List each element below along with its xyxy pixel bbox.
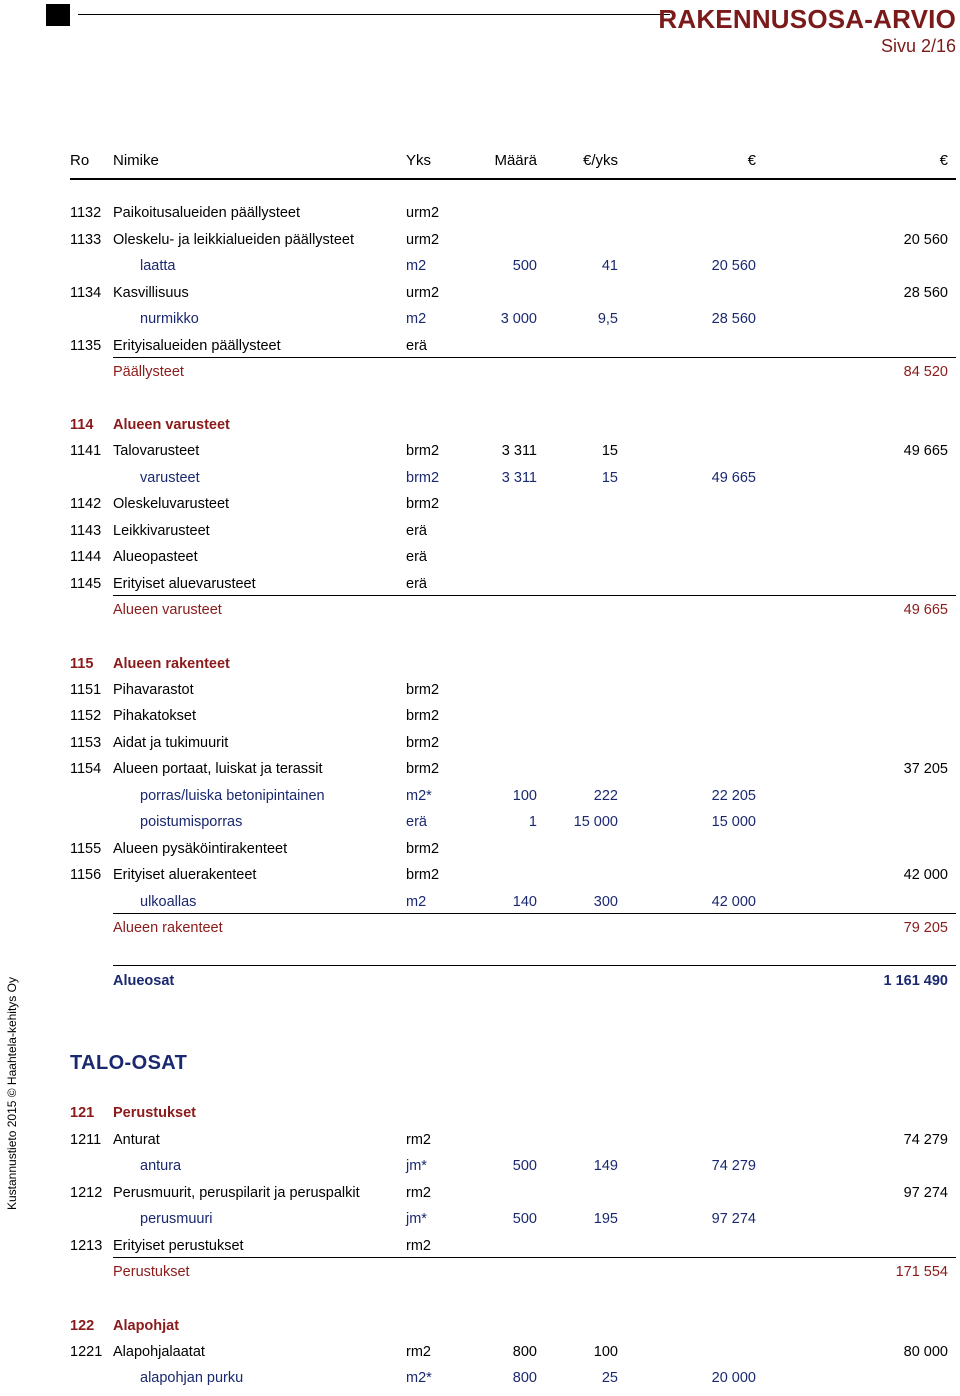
row-unit: jm*: [406, 1211, 427, 1227]
row-name: Aidat ja tukimuurit: [113, 735, 229, 751]
row-name: porras/luiska betonipintainen: [140, 788, 325, 804]
row-name: Oleskelu- ja leikkialueiden päällysteet: [113, 232, 354, 248]
table-row: [0, 682, 960, 708]
row-number: 1213: [70, 1238, 103, 1254]
table-row: [0, 496, 960, 522]
subitem-row: [0, 894, 960, 920]
row-cost: 97 274: [711, 1211, 756, 1227]
row-unit: rm2: [406, 1238, 431, 1254]
table-row: [0, 285, 960, 311]
row-unit: brm2: [406, 470, 440, 486]
row-name: poistumisporras: [140, 814, 243, 830]
row-total: 80 000: [903, 1344, 948, 1360]
table-row: [0, 338, 960, 364]
row-name: Alueen rakenteet: [113, 920, 223, 936]
row-cost: 42 000: [711, 894, 756, 910]
row-unit: urm2: [406, 232, 440, 248]
subtotal-rule: [113, 595, 956, 596]
row-unit: erä: [406, 814, 427, 830]
row-name: Alueopasteet: [113, 549, 198, 565]
row-unit: m2: [406, 258, 427, 274]
subtotal-rule: [113, 357, 956, 358]
grand-total-rule: [113, 965, 956, 966]
row-name: Oleskeluvarusteet: [113, 496, 230, 512]
row-name: Alueen rakenteet: [113, 656, 230, 672]
row-unit: brm2: [406, 682, 440, 698]
column-header-total: €: [939, 152, 948, 169]
subitem-row: [0, 1158, 960, 1184]
row-unit-price: 100: [593, 1344, 618, 1360]
row-total: 74 279: [903, 1132, 948, 1148]
row-name: Leikkivarusteet: [113, 523, 210, 539]
row-quantity: 100: [512, 788, 537, 804]
group-heading-row: [0, 417, 960, 443]
row-unit: erä: [406, 549, 427, 565]
table-row: [0, 1185, 960, 1211]
row-name: Perustukset: [113, 1264, 190, 1280]
row-quantity: 3 311: [501, 443, 537, 459]
row-unit: brm2: [406, 496, 440, 512]
table-row: [0, 761, 960, 787]
row-unit: brm2: [406, 841, 440, 857]
row-name: Alapohjalaatat: [113, 1344, 205, 1360]
row-unit: erä: [406, 523, 427, 539]
row-total: 1 161 490: [883, 973, 948, 989]
row-unit-price: 300: [593, 894, 618, 910]
table-row: [0, 576, 960, 602]
section-title: TALO-OSAT: [70, 1052, 188, 1074]
row-unit: erä: [406, 338, 427, 354]
subitem-row: [0, 311, 960, 337]
row-unit-price: 222: [593, 788, 618, 804]
row-cost: 22 205: [711, 788, 756, 804]
row-total: 37 205: [903, 761, 948, 777]
row-name: Alueosat: [113, 973, 175, 989]
row-unit: urm2: [406, 205, 440, 221]
column-header-cost: €: [747, 152, 756, 169]
row-unit-price: 41: [601, 258, 618, 274]
row-name: Pihavarastot: [113, 682, 194, 698]
row-total: 79 205: [903, 920, 948, 936]
table-row: [0, 841, 960, 867]
row-name: antura: [140, 1158, 182, 1174]
row-quantity: 800: [512, 1344, 537, 1360]
row-cost: 20 560: [711, 258, 756, 274]
row-number: 1154: [70, 761, 102, 777]
row-unit: brm2: [406, 735, 440, 751]
header-rule: [78, 14, 670, 15]
column-header-name: Nimike: [113, 152, 159, 169]
row-unit: brm2: [406, 761, 440, 777]
row-unit: rm2: [406, 1185, 431, 1201]
row-unit-price: 149: [593, 1158, 618, 1174]
row-name: varusteet: [140, 470, 200, 486]
subtotal-row: [0, 602, 960, 628]
row-total: 49 665: [903, 443, 948, 459]
row-number: 114: [70, 417, 94, 433]
row-quantity: 500: [512, 1158, 537, 1174]
row-number: 1135: [70, 338, 102, 354]
row-total: 84 520: [903, 364, 948, 380]
table-row: [0, 443, 960, 469]
row-name: Perustukset: [113, 1105, 197, 1121]
row-name: Erityisalueiden päällysteet: [113, 338, 281, 354]
row-unit: rm2: [406, 1132, 431, 1148]
row-unit: m2*: [406, 1370, 432, 1386]
row-name: Perusmuurit, peruspilarit ja peruspalkit: [113, 1185, 360, 1201]
row-unit-price: 15: [601, 443, 618, 459]
row-quantity: 1: [528, 814, 537, 830]
row-number: 121: [70, 1105, 95, 1121]
table-row: [0, 867, 960, 893]
row-unit: m2: [406, 311, 427, 327]
row-unit-price: 15 000: [573, 814, 618, 830]
table-row: [0, 1132, 960, 1158]
subitem-row: [0, 470, 960, 496]
row-unit: rm2: [406, 1344, 431, 1360]
subitem-row: [0, 814, 960, 840]
row-unit: erä: [406, 576, 427, 592]
document-title: RAKENNUSOSA-ARVIO: [658, 4, 956, 34]
table-row: [0, 232, 960, 258]
subtotal-row: [0, 364, 960, 390]
row-number: 1152: [70, 708, 102, 724]
row-number: 1156: [70, 867, 102, 883]
row-cost: 15 000: [711, 814, 756, 830]
row-number: 122: [70, 1318, 95, 1334]
row-name: Pihakatokset: [113, 708, 197, 724]
row-number: 1142: [70, 496, 102, 512]
row-number: 1145: [70, 576, 102, 592]
row-number: 1134: [70, 285, 102, 301]
subitem-row: [0, 788, 960, 814]
row-name: Päällysteet: [113, 364, 184, 380]
row-name: Erityiset perustukset: [113, 1238, 244, 1254]
column-header-quantity: Määrä: [494, 152, 537, 169]
row-unit-price: 195: [593, 1211, 618, 1227]
row-name: Alapohjat: [113, 1318, 180, 1334]
subtotal-row: [0, 1264, 960, 1290]
row-name: Talovarusteet: [113, 443, 200, 459]
column-header-unit-price: €/yks: [582, 152, 618, 169]
row-quantity: 3 311: [501, 470, 537, 486]
row-name: ulkoallas: [140, 894, 197, 910]
row-unit-price: 9,5: [597, 311, 618, 327]
column-header-no: Ro: [70, 152, 90, 169]
row-number: 1132: [70, 205, 102, 221]
row-number: 1143: [70, 523, 102, 539]
table-row: [0, 549, 960, 575]
row-number: 1144: [70, 549, 102, 565]
row-cost: 20 000: [711, 1370, 756, 1386]
row-unit: m2*: [406, 788, 432, 804]
row-name: Alueen portaat, luiskat ja terassit: [113, 761, 323, 777]
row-cost: 49 665: [711, 470, 756, 486]
row-name: Erityiset aluerakenteet: [113, 867, 257, 883]
row-quantity: 140: [512, 894, 537, 910]
logo-square: [46, 4, 70, 26]
table-row: [0, 735, 960, 761]
group-heading-row: [0, 1105, 960, 1131]
row-quantity: 500: [512, 1211, 537, 1227]
subtotal-rule: [113, 913, 956, 914]
subitem-row: [0, 258, 960, 284]
row-name: Alueen varusteet: [113, 417, 230, 433]
row-name: perusmuuri: [140, 1211, 213, 1227]
row-unit: m2: [406, 894, 427, 910]
row-cost: 74 279: [711, 1158, 756, 1174]
row-unit-price: 15: [601, 470, 618, 486]
page-number: Sivu 2/16: [880, 36, 956, 56]
row-name: Alueen pysäköintirakenteet: [113, 841, 288, 857]
row-unit: brm2: [406, 867, 440, 883]
row-number: 1221: [70, 1344, 103, 1360]
row-total: 97 274: [903, 1185, 948, 1201]
subtotal-rule: [113, 1257, 956, 1258]
row-quantity: 3 000: [500, 311, 537, 327]
column-header-unit: Yks: [406, 152, 432, 169]
table-row: [0, 708, 960, 734]
row-number: 115: [70, 656, 94, 672]
row-cost: 28 560: [711, 311, 756, 327]
grand-total-row: [0, 973, 960, 999]
row-unit-price: 25: [601, 1370, 618, 1386]
row-name: Erityiset aluevarusteet: [113, 576, 256, 592]
row-number: 1212: [70, 1185, 103, 1201]
row-number: 1211: [70, 1132, 102, 1148]
table-row: [0, 1344, 960, 1370]
subtotal-row: [0, 920, 960, 946]
row-name: Paikoitusalueiden päällysteet: [113, 205, 301, 221]
row-total: 49 665: [903, 602, 948, 618]
subitem-row: [0, 1370, 960, 1396]
table-row: [0, 205, 960, 231]
row-total: 171 554: [895, 1264, 948, 1280]
row-quantity: 800: [512, 1370, 537, 1386]
row-unit: brm2: [406, 708, 440, 724]
row-total: 42 000: [903, 867, 948, 883]
group-heading-row: [0, 656, 960, 682]
row-number: 1141: [70, 443, 102, 459]
row-name: Alueen varusteet: [113, 602, 222, 618]
row-name: alapohjan purku: [140, 1370, 244, 1386]
row-total: 28 560: [903, 285, 948, 301]
row-number: 1153: [70, 735, 102, 751]
row-total: 20 560: [903, 232, 948, 248]
row-quantity: 500: [512, 258, 537, 274]
row-name: nurmikko: [140, 311, 199, 327]
row-unit: urm2: [406, 285, 440, 301]
group-heading-row: [0, 1318, 960, 1344]
row-name: laatta: [140, 258, 176, 274]
table-row: [0, 1238, 960, 1264]
row-name: Kasvillisuus: [113, 285, 189, 301]
copyright-side-text: Kustannustieto 2015 © Haahtela-kehitys Oy: [5, 977, 19, 1210]
row-number: 1155: [70, 841, 102, 857]
row-number: 1151: [70, 682, 102, 698]
row-number: 1133: [70, 232, 102, 248]
header-divider: [70, 178, 956, 180]
row-unit: jm*: [406, 1158, 427, 1174]
subitem-row: [0, 1211, 960, 1237]
row-unit: brm2: [406, 443, 440, 459]
table-row: [0, 523, 960, 549]
row-name: Anturat: [113, 1132, 160, 1148]
